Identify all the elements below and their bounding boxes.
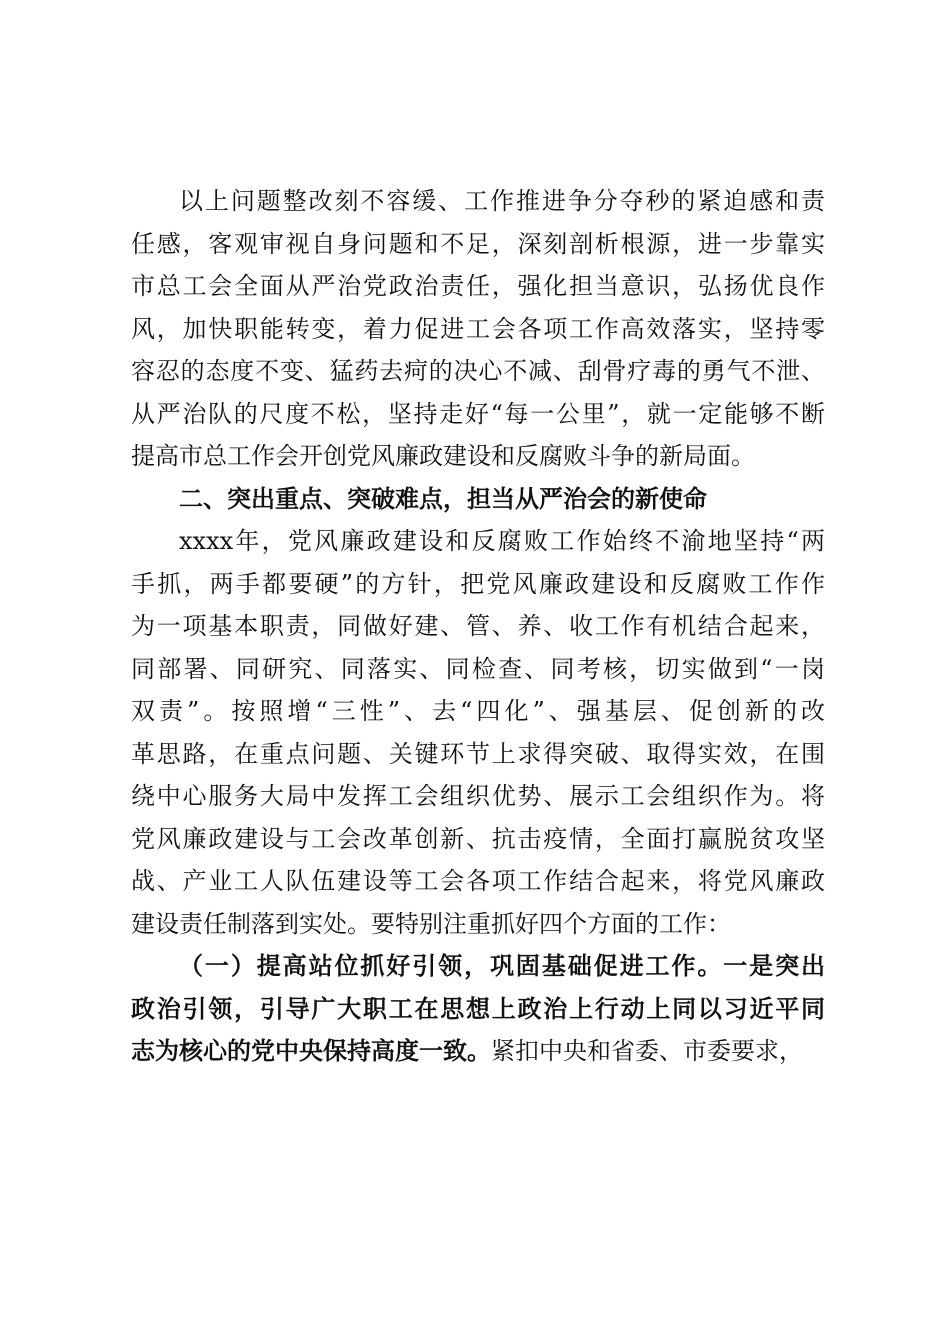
document-body bbox=[131, 180, 825, 1073]
section-heading: 二、突出重点、突破难点，担当从严治会的新使命 bbox=[179, 483, 707, 513]
text-line: 党风廉政建设与工会改革创新、抗击疫情，全面打赢脱贫攻坚 bbox=[131, 824, 825, 853]
text-line: 同部署、同研究、同落实、同检查、同考核，切实做到“一岗 bbox=[131, 654, 825, 683]
text-line: 风，加快职能转变，着力促进工会各项工作高效落实，坚持零 bbox=[131, 314, 825, 343]
text-line: 双责”。按照增“三性”、去“四化”、强基层、促创新的改 bbox=[131, 697, 825, 725]
text-line: 容忍的态度不变、猛药去疴的决心不减、刮骨疗毒的勇气不泄、 bbox=[131, 357, 825, 385]
mixed-line bbox=[131, 1030, 825, 1073]
regular-fragment: 紧扣中央和省委、市委要求， bbox=[491, 1037, 803, 1065]
text-line: 任感，客观审视自身问题和不足，深刻剖析根源，进一步靠实 bbox=[131, 229, 825, 258]
text-line: 建设责任制落到实处。要特别注重抓好四个方面的工作： bbox=[131, 909, 731, 938]
bold-fragment: 志为核心的党中央保持高度一致。 bbox=[131, 1036, 491, 1065]
text-line: 从严治队的尺度不松，坚持走好“每一公里”，就一定能够不断 bbox=[131, 399, 825, 428]
text-line: 以上问题整改刻不容缓、工作推进争分夺秒的紧迫感和责 bbox=[179, 187, 825, 215]
text-line: 提高市总工作会开创党风廉政建设和反腐败斗争的新局面。 bbox=[131, 442, 755, 470]
subsection-heading: （一）提高站位抓好引领，巩固基础促进工作。一是突出 bbox=[179, 951, 825, 980]
text-line: 手抓，两手都要硬”的方针，把党风廉政建设和反腐败工作作 bbox=[131, 569, 825, 598]
text-line: 市总工会全面从严治党政治责任，强化担当意识，弘扬优良作 bbox=[131, 272, 825, 300]
text-line: xxxx年，党风廉政建设和反腐败工作始终不渝地坚持“两 bbox=[179, 527, 825, 555]
subsection-heading-continued: 政治引领，引导广大职工在思想上政治上行动上同以习近平同 bbox=[131, 993, 825, 1023]
text-line: 战、产业工人队伍建设等工会各项工作结合起来，将党风廉政 bbox=[131, 867, 825, 895]
text-line: 为一项基本职责，同做好建、管、养、收工作有机结合起来， bbox=[131, 612, 825, 640]
text-line: 革思路，在重点问题、关键环节上求得突破、取得实效，在围 bbox=[131, 739, 825, 768]
text-line: 绕中心服务大局中发挥工会组织优势、展示工会组织作为。将 bbox=[131, 782, 825, 810]
